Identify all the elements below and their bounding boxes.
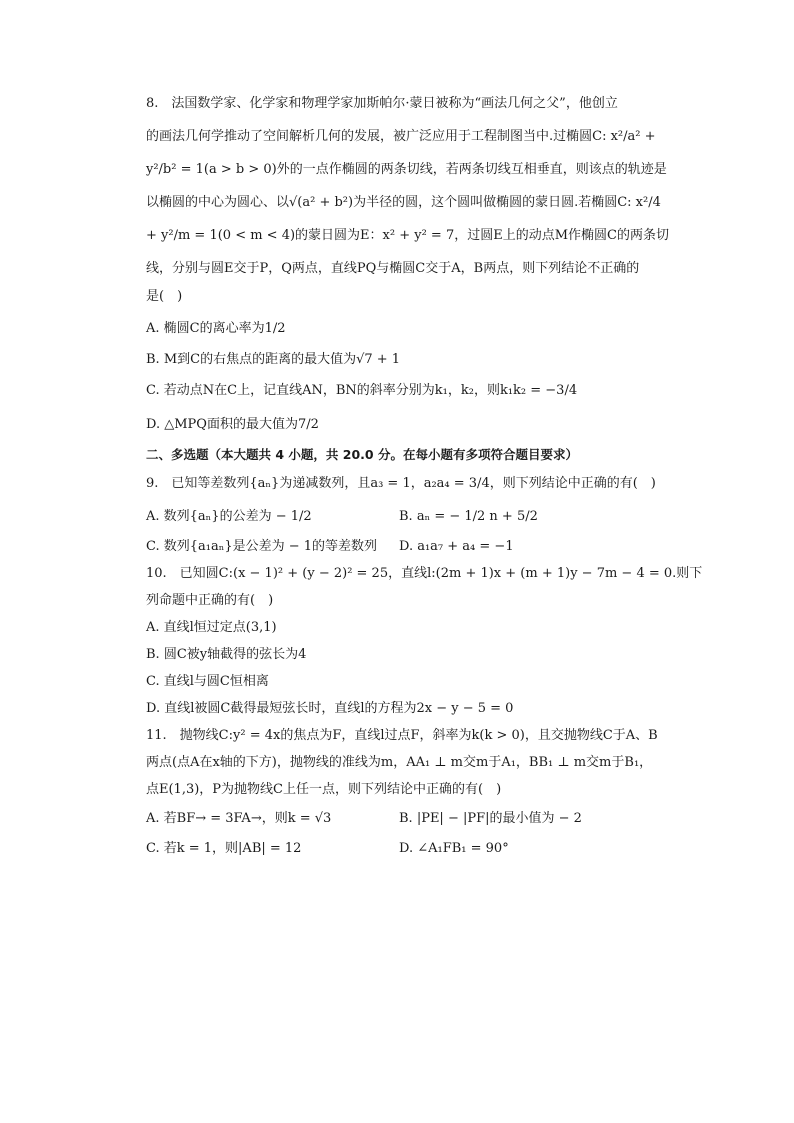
q10-option-a: A. 直线l恒过定点(3,1) [146,620,277,635]
exam-content [146,94,703,859]
question-8 [146,94,669,435]
q10-option-c: C. 直线l与圆C恒相离 [146,674,269,689]
q11-option-d: D. ∠A₁FB₁ = 90° [399,841,509,856]
q9-option-b: B. aₙ = − 1/2 n + 5/2 [399,509,538,524]
q8-line: 是( ) [146,289,183,304]
q8-option-a: A. 椭圆C的离心率为1/2 [146,321,286,336]
q9-option-a: A. 数列{aₙ}的公差为 − 1/2 [146,509,312,524]
q9-options-row [146,537,661,557]
q11-line: 11. 抛物线C:y² = 4x的焦点为F，直线l过点F，斜率为k(k > 0)，且交抛物线C于A、B [146,728,658,743]
q9-options-row [146,507,661,527]
q8-line: 的画法几何学推动了空间解析几何的发展，被广泛应用于工程制图当中.过椭圆C: x²/a² + [146,129,656,144]
q10-line: 10. 已知圆C:(x − 1)² + (y − 2)² = 25，直线l:(2m + 1)x + (m + 1)y − 7m − 4 = 0.则下 [146,566,703,581]
q8-line: 8. 法国数学家、化学家和物理学家加斯帕尔·蒙日被称为“画法几何之父”，他创立 [146,96,618,111]
q11-options-row [146,839,661,859]
q11-option-a: A. 若BF→ = 3FA→，则k = √3 [146,811,332,826]
q11-options-row [146,809,661,829]
q9-stem: 9. 已知等差数列{aₙ}为递减数列，且a₃ = 1，a₂a₄ = 3/4，则下列结论中正确的有( ) [146,476,656,491]
q10-option-b: B. 圆C被y轴截得的弦长为4 [146,647,307,662]
q8-line: y²/b² = 1(a > b > 0)外的一点作椭圆的两条切线，若两条切线互相垂直，则该点的轨迹是 [146,162,667,177]
q11-line: 两点(点A在x轴的下方)，抛物线的准线为m，AA₁ ⊥ m交m于A₁，BB₁ ⊥ m交m于B₁， [146,755,653,770]
q9-option-c: C. 数列{a₁aₙ}是公差为 − 1的等差数列 [146,539,378,554]
q8-option-b: B. M到C的右焦点的距离的最大值为√7 + 1 [146,352,401,367]
section-heading-multi-choice: 二、多选题（本大题共 4 小题，共 20.0 分。在每小题有多项符合题目要求） [146,447,578,462]
q10-option-d: D. 直线l被圆C截得最短弦长时，直线l的方程为2x − y − 5 = 0 [146,701,514,716]
q8-line: 线，分别与圆E交于P，Q两点，直线PQ与椭圆C交于A，B两点，则下列结论不正确的 [146,261,640,276]
q9-option-d: D. a₁a₇ + a₄ = −1 [399,539,514,554]
question-11 [146,726,661,859]
q8-option-c: C. 若动点N在C上，记直线AN，BN的斜率分别为k₁，k₂，则k₁k₂ = −3/4 [146,383,578,398]
question-9 [146,474,661,557]
question-10 [146,564,703,719]
q10-line: 列命题中正确的有( ) [146,593,274,608]
q8-line: + y²/m = 1(0 < m < 4)的蒙日圆为E：x² + y² = 7，过圆E上的动点M作椭圆C的两条切 [146,228,669,243]
q8-option-d: D. △MPQ面积的最大值为7/2 [146,417,319,432]
q11-line: 点E(1,3)，P为抛物线C上任一点，则下列结论中正确的有( ) [146,782,502,797]
q11-option-b: B. |PE| − |PF|的最小值为 − 2 [399,811,582,826]
q11-option-c: C. 若k = 1，则|AB| = 12 [146,841,302,856]
q8-line: 以椭圆的中心为圆心、以√(a² + b²)为半径的圆，这个圆叫做椭圆的蒙日圆.若椭圆C: x²/4 [146,195,661,210]
